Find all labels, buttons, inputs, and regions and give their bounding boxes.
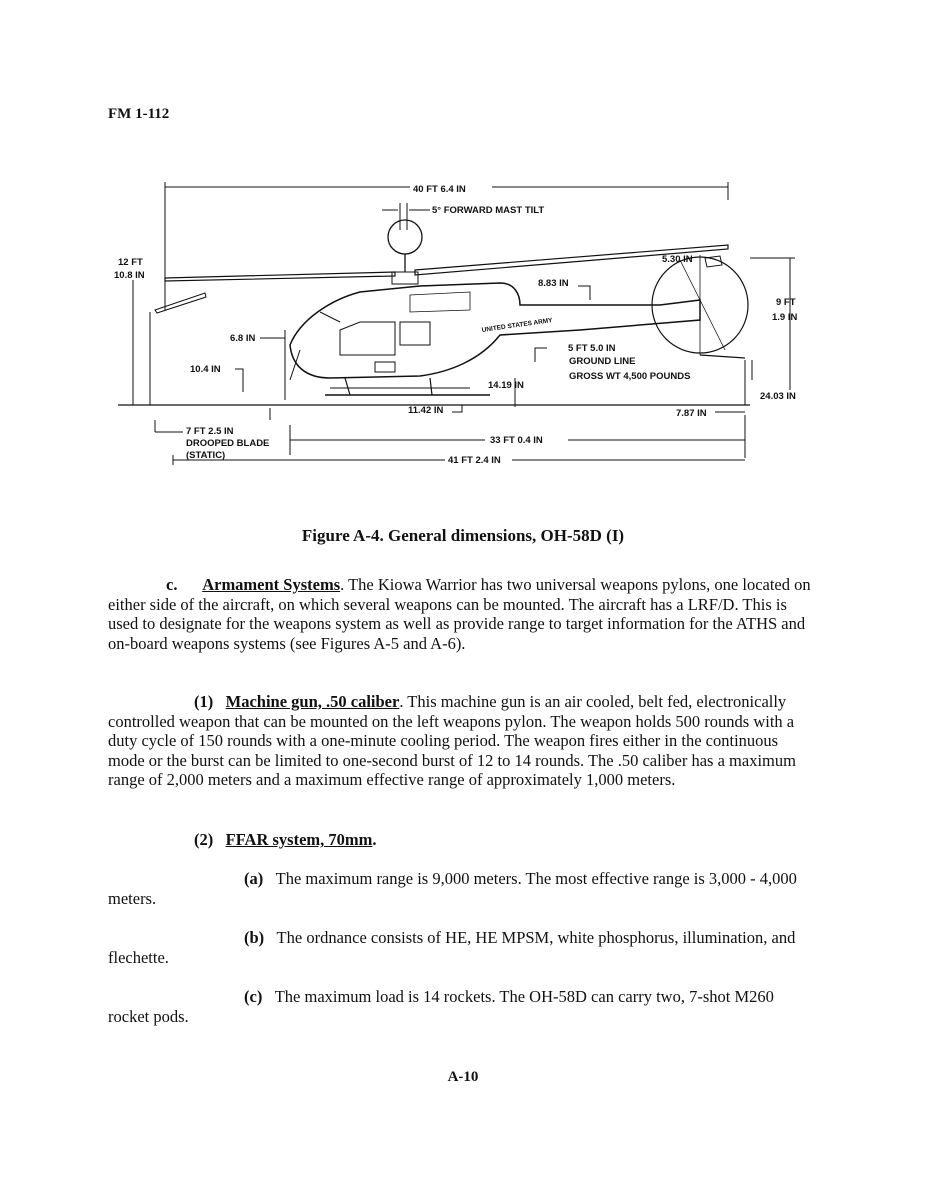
dim-overall-rotor: 40 FT 6.4 IN (413, 184, 466, 195)
paragraph-c-title: Armament Systems (202, 575, 341, 594)
dim-7-87: 7.87 IN (676, 408, 707, 419)
paragraph-c-sub-text: The maximum load is 14 rockets. The OH-58D can carry two, 7-shot M260 rocket pods. (108, 987, 774, 1026)
dim-14-19: 14.19 IN (488, 380, 524, 391)
dim-drooped-2: DROOPED BLADE (186, 438, 270, 449)
paragraph-b (108, 928, 814, 967)
dim-fuselage-length: 33 FT 0.4 IN (490, 435, 543, 446)
army-marking: UNITED STATES ARMY (481, 317, 553, 334)
dim-10-4: 10.4 IN (190, 364, 221, 375)
dim-11-42: 11.42 IN (408, 405, 444, 416)
paragraph-a (108, 869, 814, 908)
paragraph-1-text: . This machine gun is an air cooled, belt fed, electronically controlled weapon that can be mounted on the left weapons pylon. The weapon holds 500 rounds with a duty cycle of 150 rounds with a one-minute cooling period. The weapon fires either in the continuous mode or the burst can be limited to one-second burst of 12 to 14 rounds. The .50 caliber has a maximum range of 2,000 meters and a maximum effective range of approximately 1,000 meters. (108, 692, 796, 789)
paragraph-c-text: . The Kiowa Warrior has two universal weapons pylons, one located on either side of the aircraft, on which several weapons can be mounted. The aircraft has a LRF/D. This is used to designate for the weapons system as well as provide range to target information for the ATHS and on-board weapons systems (see Figures A-5 and A-6). (108, 575, 811, 653)
paragraph-b-text: The ordnance consists of HE, HE MPSM, white phosphorus, illumination, and flechette. (108, 928, 796, 967)
paragraph-2-marker: (2) (194, 830, 214, 849)
paragraph-1-marker: (1) (194, 692, 214, 711)
paragraph-a-text: The maximum range is 9,000 meters. The most effective range is 3,000 - 4,000 meters. (108, 869, 797, 908)
dim-drooped-1: 7 FT 2.5 IN (186, 426, 234, 437)
dim-overall-length: 41 FT 2.4 IN (448, 455, 501, 466)
ground-line-label: GROUND LINE (569, 356, 636, 367)
dim-tail-5-30: 5.30 IN (662, 254, 693, 265)
paragraph-c (108, 575, 814, 653)
paragraph-c-sub-marker: (c) (244, 987, 263, 1006)
paragraph-2-text: . (372, 830, 377, 849)
paragraph-1-title: Machine gun, .50 caliber (225, 692, 400, 711)
dim-6-8: 6.8 IN (230, 333, 256, 344)
paragraph-c-sub (108, 987, 814, 1026)
paragraph-a-marker: (a) (244, 869, 264, 888)
paragraph-c-marker: c. (166, 575, 178, 594)
page-number: A-10 (447, 1069, 479, 1085)
figure-caption: Figure A-4. General dimensions, OH-58D (I) (301, 526, 625, 545)
paragraph-1 (108, 692, 814, 790)
helicopter-dimension-diagram (0, 0, 926, 520)
dim-height-b: 10.8 IN (114, 270, 145, 281)
paragraph-b-marker: (b) (244, 928, 265, 947)
dim-height-a: 12 FT (118, 257, 143, 268)
dim-24-03: 24.03 IN (760, 391, 796, 402)
dim-drooped-3: (STATIC) (186, 450, 226, 461)
dim-5ft: 5 FT 5.0 IN (568, 343, 616, 354)
dim-tail-height-a: 9 FT (776, 297, 796, 308)
dim-tail-height-b: 1.9 IN (772, 312, 798, 323)
gross-weight-label: GROSS WT 4,500 POUNDS (569, 371, 691, 382)
dim-8-83: 8.83 IN (538, 278, 569, 289)
paragraph-2-title: FFAR system, 70mm (225, 830, 373, 849)
paragraph-2 (108, 830, 814, 850)
dim-mast-tilt: 5° FORWARD MAST TILT (432, 205, 545, 216)
document-id: FM 1-112 (108, 106, 170, 122)
